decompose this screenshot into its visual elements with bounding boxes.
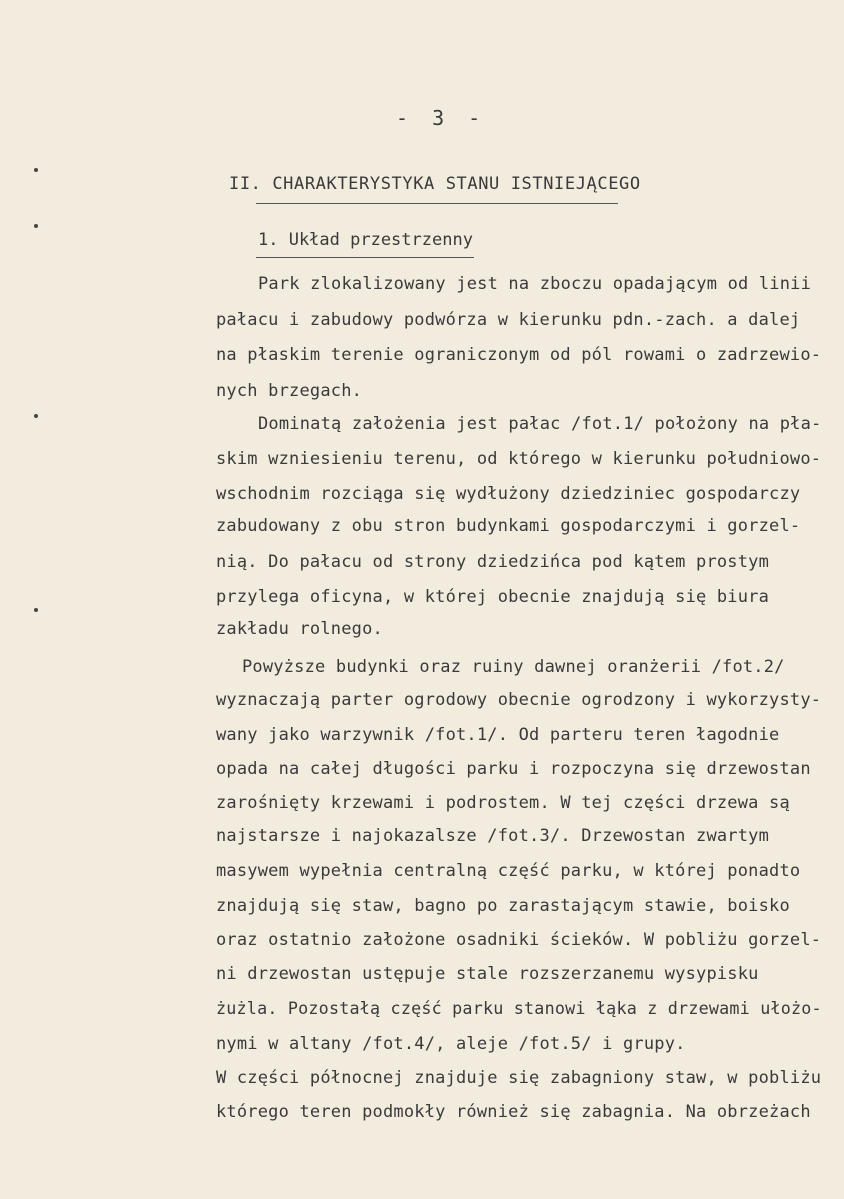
body-text-line: żużla. Pozostałą część parku stanowi łąka z drzewami ułożo- — [216, 999, 822, 1019]
subsection-heading-underline — [256, 257, 474, 258]
body-text-line: pałacu i zabudowy podwórza w kierunku pdn.-zach. a dalej — [216, 310, 801, 330]
body-text-line: znajdują się staw, bagno po zarastającym stawie, boisko — [216, 896, 790, 916]
subsection-heading: 1. Układ przestrzenny — [258, 230, 473, 250]
body-text-line: opada na całej długości parku i rozpoczyna się drzewostan — [216, 759, 811, 779]
body-text-line: wyznaczają parter ogrodowy obecnie ogrodzony i wykorzysty- — [216, 690, 822, 710]
body-text-line: Park zlokalizowany jest na zboczu opadającym od linii — [258, 274, 812, 294]
body-text-line: ni drzewostan ustępuje stale rozszerzanemu wysypisku — [216, 964, 759, 984]
body-text-line: którego teren podmokły również się zabagnia. Na obrzeżach — [216, 1102, 811, 1122]
body-text-line: wany jako warzywnik /fot.1/. Od parteru teren łagodnie — [216, 725, 780, 745]
body-text-line: zakładu rolnego. — [216, 619, 383, 639]
body-text-line: zarośnięty krzewami i podrostem. W tej części drzewa są — [216, 793, 790, 813]
section-heading: II. CHARAKTERYSTYKA STANU ISTNIEJĄCEGO — [229, 174, 641, 194]
body-text-line: masywem wypełnia centralną część parku, w której ponadto — [216, 861, 801, 881]
body-text-line: przylega oficyna, w której obecnie znajdują się biura — [216, 587, 770, 607]
body-text-line: oraz ostatnio założone osadniki ścieków. W pobliżu gorzel- — [216, 930, 822, 950]
body-text-line: nymi w altany /fot.4/, aleje /fot.5/ i grupy. — [216, 1034, 686, 1054]
body-text-line: zabudowany z obu stron budynkami gospodarczymi i gorzel- — [216, 516, 801, 536]
body-text-line: najstarsze i najokazalsze /fot.3/. Drzewostan zwartym — [216, 826, 770, 846]
body-text-line: Powyższe budynki oraz ruiny dawnej oranżerii /fot.2/ — [242, 657, 785, 677]
punch-hole-mark — [34, 224, 38, 228]
body-text-line: wschodnim rozciąga się wydłużony dziedziniec gospodarczy — [216, 484, 801, 504]
section-heading-underline — [256, 203, 618, 204]
body-text-line: na płaskim terenie ograniczonym od pól rowami o zadrzewio- — [216, 345, 822, 365]
body-text-line: Dominatą założenia jest pałac /fot.1/ położony na pła- — [258, 414, 822, 434]
punch-hole-mark — [34, 608, 38, 612]
body-text-line: W części północnej znajduje się zabagniony staw, w pobliżu — [216, 1068, 822, 1088]
page-number: - 3 - — [396, 106, 487, 130]
body-text-line: nią. Do pałacu od strony dziedzińca pod kątem prostym — [216, 552, 770, 572]
body-text-line: nych brzegach. — [216, 381, 363, 401]
body-text-line: skim wzniesieniu terenu, od którego w kierunku południowo- — [216, 449, 822, 469]
punch-hole-mark — [34, 168, 38, 172]
punch-hole-mark — [34, 414, 38, 418]
